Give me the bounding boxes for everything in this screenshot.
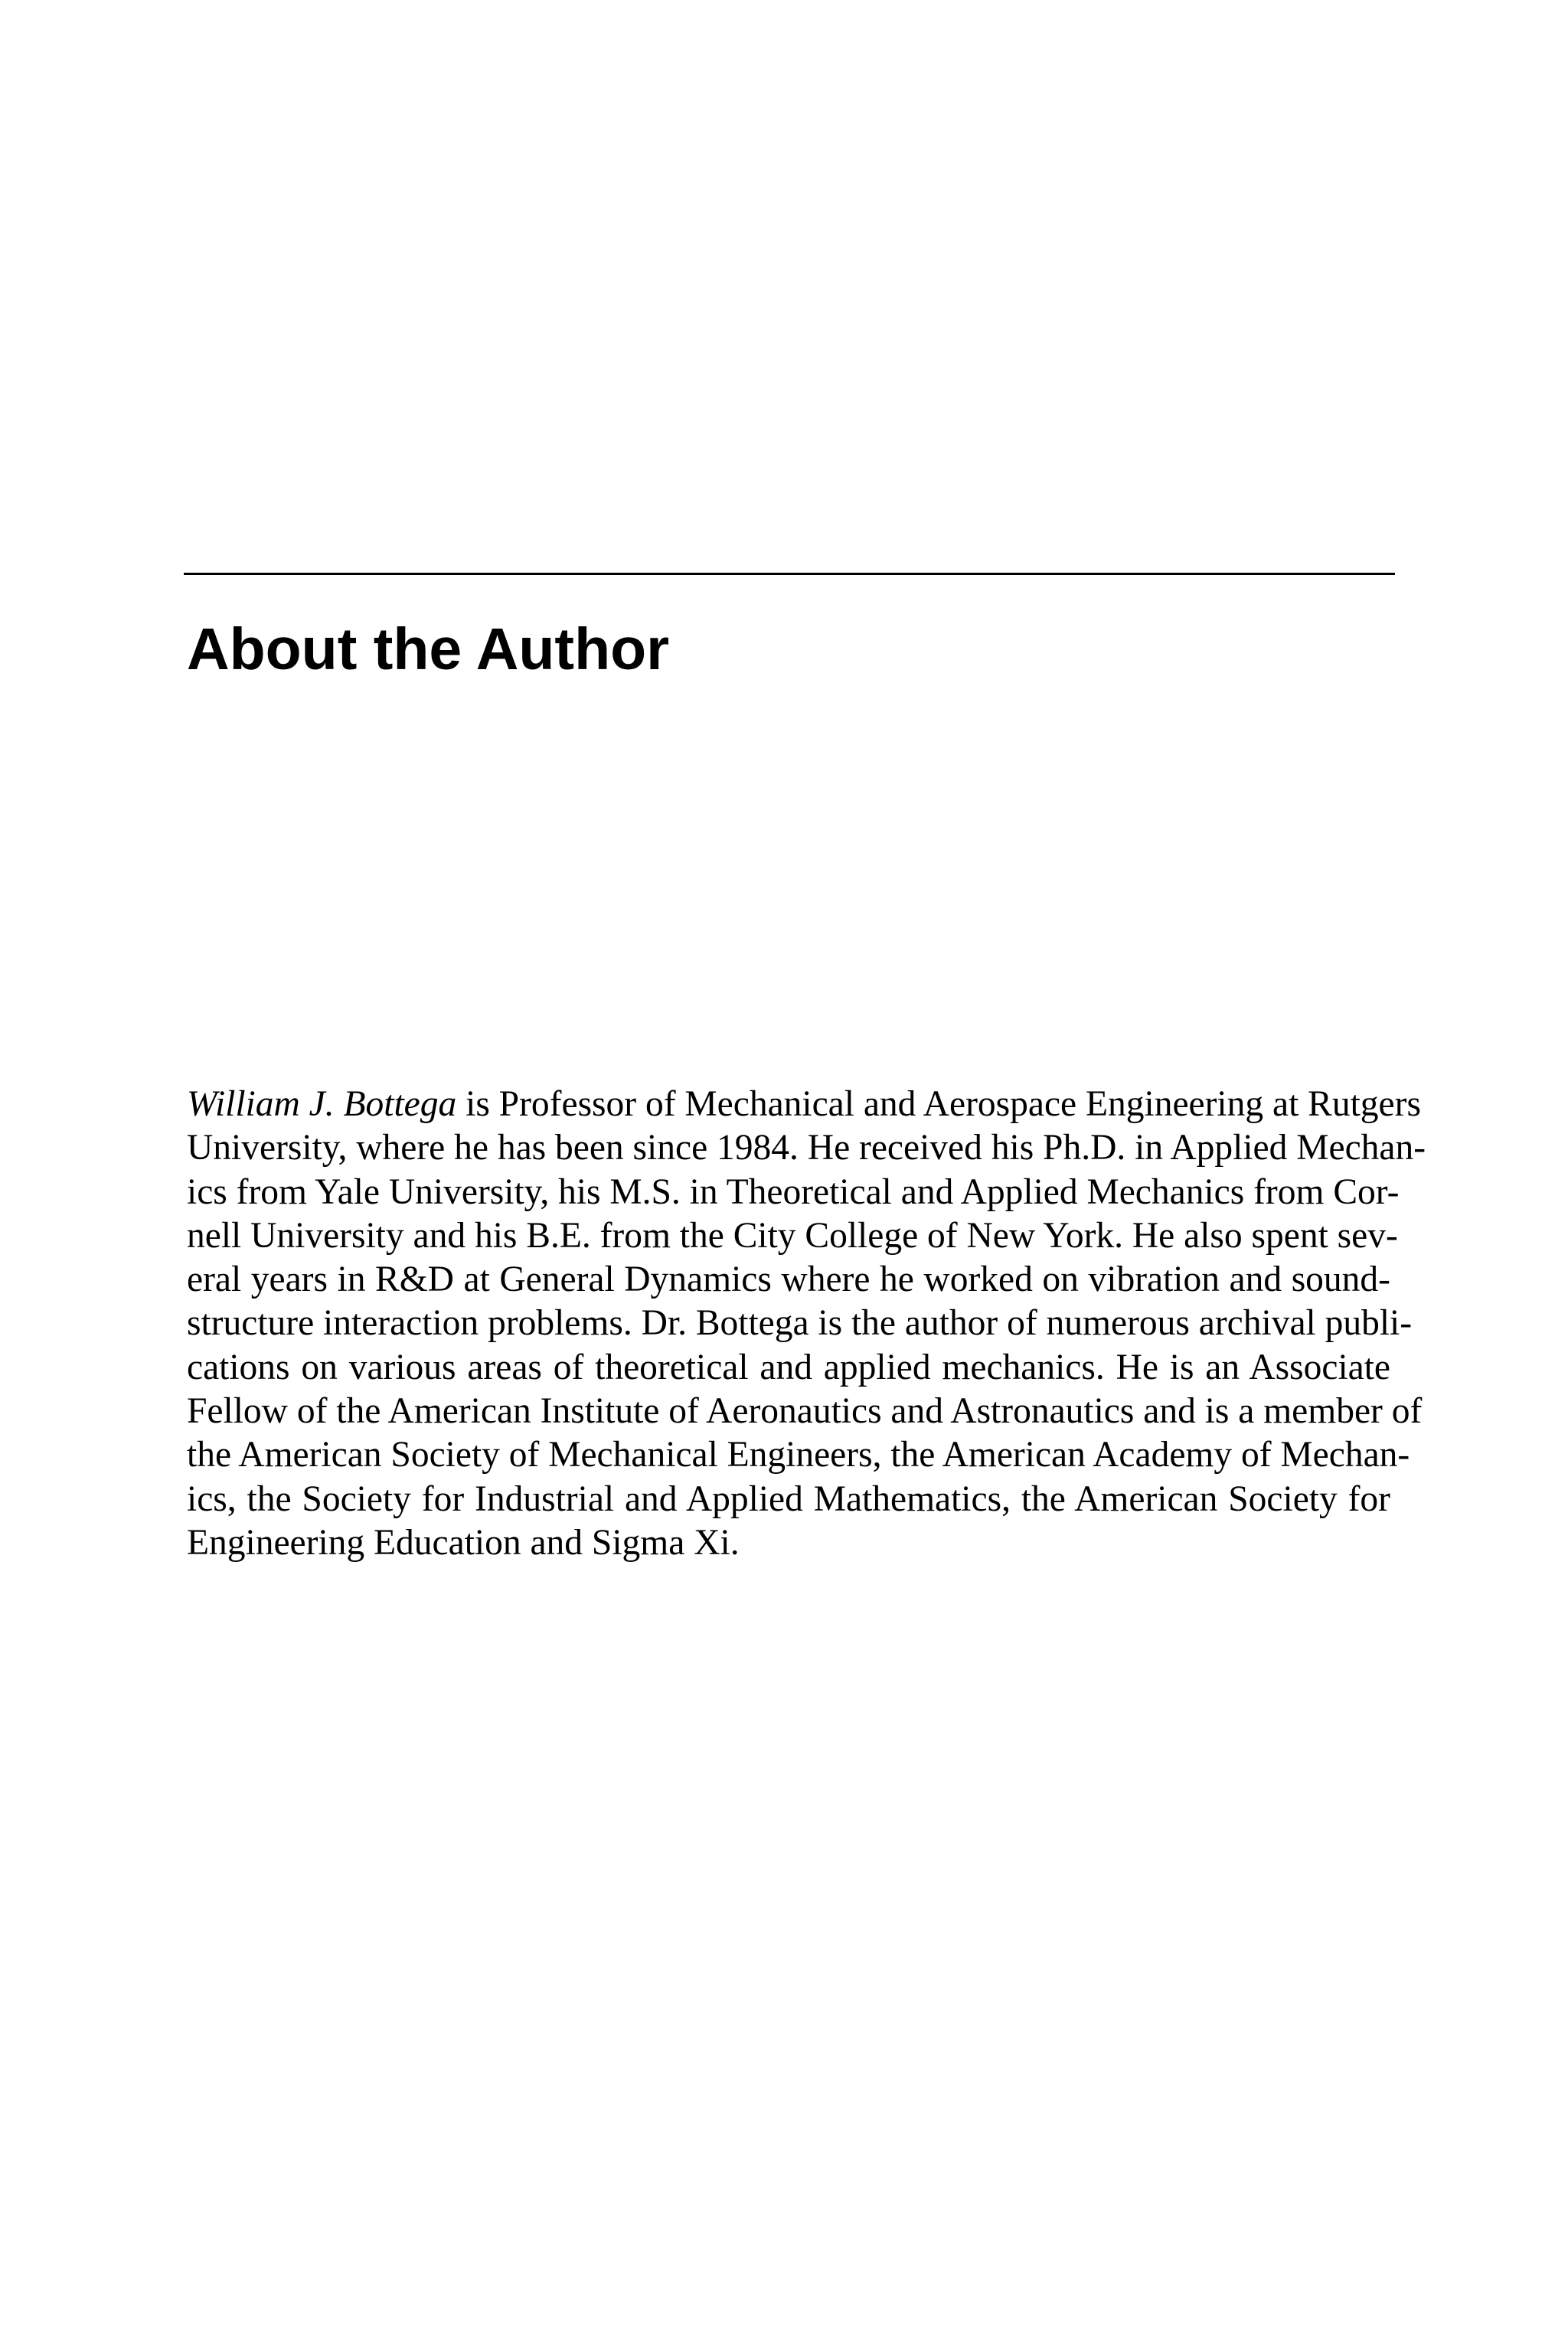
author-biography: [187, 1083, 1426, 1565]
bio-line: University, where he has been since 1984. He received his Ph.D. in Applied Mechan-: [187, 1128, 1426, 1168]
author-name: William J. Bottega: [187, 1084, 457, 1124]
bio-line: structure interaction problems. Dr. Bottega is the author of numerous archival publi-: [187, 1303, 1413, 1344]
bio-line: cations on various areas of theoretical and applied mechanics. He is an Associate: [187, 1347, 1390, 1387]
bio-line: nell University and his B.E. from the City College of New York. He also spent sev-: [187, 1215, 1398, 1256]
bio-line-text: is Professor of Mechanical and Aerospace Engineering at Rutgers: [456, 1084, 1421, 1124]
bio-line: ics, the Society for Industrial and Applied Mathematics, the American Society for: [187, 1478, 1390, 1519]
header-rule: [184, 573, 1395, 575]
bio-line: Fellow of the American Institute of Aeronautics and Astronautics and is a member of: [187, 1391, 1423, 1432]
bio-line: [187, 1083, 1421, 1126]
bio-line: the American Society of Mechanical Engineers, the American Academy of Mechan-: [187, 1435, 1410, 1475]
bio-line: eral years in R&D at General Dynamics where he worked on vibration and sound-: [187, 1259, 1390, 1300]
bio-line: ics from Yale University, his M.S. in Theoretical and Applied Mechanics from Cor-: [187, 1171, 1400, 1212]
page-title: About the Author: [187, 616, 670, 682]
bio-line: Engineering Education and Sigma Xi.: [187, 1522, 740, 1563]
